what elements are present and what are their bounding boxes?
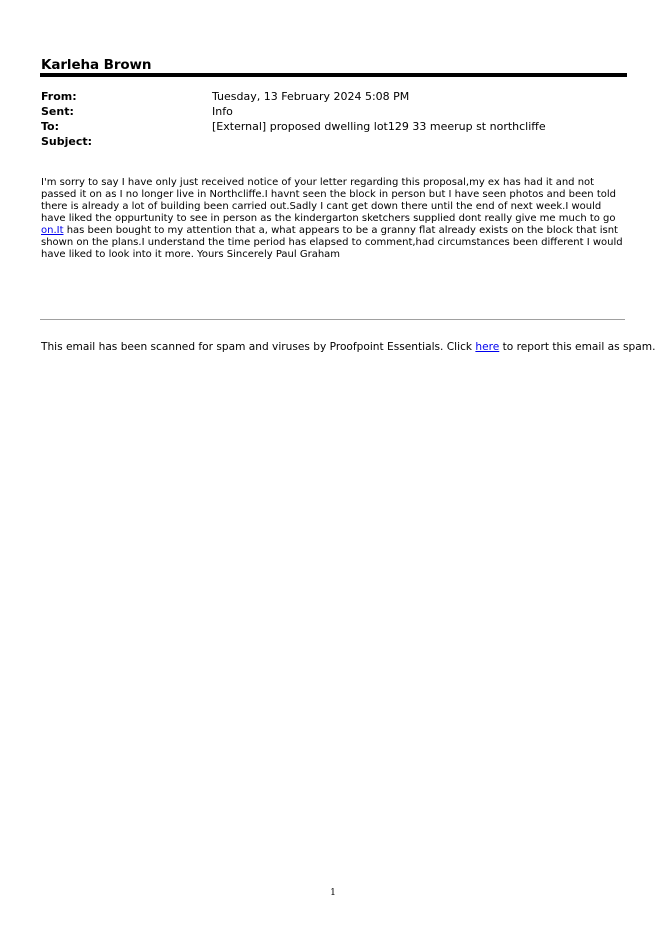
header-label-subject: Subject: [41, 135, 93, 148]
page-number: 1 [330, 888, 336, 898]
spam-notice-text-after: to report this email as spam. [499, 341, 656, 353]
email-body-text-part1: I'm sorry to say I have only just received notice of your letter regarding this proposal,my ex has had it and not passed it on as I no longer live in Northcliffe.I havnt seen the block in person but I have seen photos and been told there is already a lot of building been carried out.Sadly I cant get down there until the end of next week.I would have liked the oppurtunity to see in person as the kindergarton sketchers supplied dont really give me much to go [41, 177, 616, 224]
header-row-to [41, 119, 627, 134]
header-label-from: From: [41, 90, 77, 103]
header-value-subject [212, 134, 627, 149]
email-body-text-part2: has been bought to my attention that a, what appears to be a granny flat already exists on the block that isnt shown on the plans.I understand the time period has elapsed to comment,had circumstances been different I would have liked to look into it more. Yours Sincerely Paul Graham [41, 225, 623, 260]
email-body-link[interactable]: on.It [41, 225, 64, 236]
sender-name: Karleha Brown [41, 57, 152, 73]
spam-scan-notice [41, 340, 656, 355]
email-headers [41, 89, 627, 149]
header-label-to: To: [41, 120, 59, 133]
header-row-from [41, 89, 627, 104]
email-body [41, 177, 625, 261]
header-value-sent: Info [212, 105, 233, 118]
header-row-subject [41, 134, 627, 149]
header-label-sent: Sent: [41, 105, 74, 118]
report-spam-link[interactable]: here [475, 341, 500, 353]
header-value-from: Tuesday, 13 February 2024 5:08 PM [212, 90, 410, 103]
header-rule [40, 73, 627, 77]
header-row-sent [41, 104, 627, 119]
spam-notice-text-before: This email has been scanned for spam and viruses by Proofpoint Essentials. Click [41, 341, 476, 353]
header-value-to: [External] proposed dwelling lot129 33 meerup st northcliffe [212, 120, 546, 133]
footer-divider [40, 319, 625, 320]
